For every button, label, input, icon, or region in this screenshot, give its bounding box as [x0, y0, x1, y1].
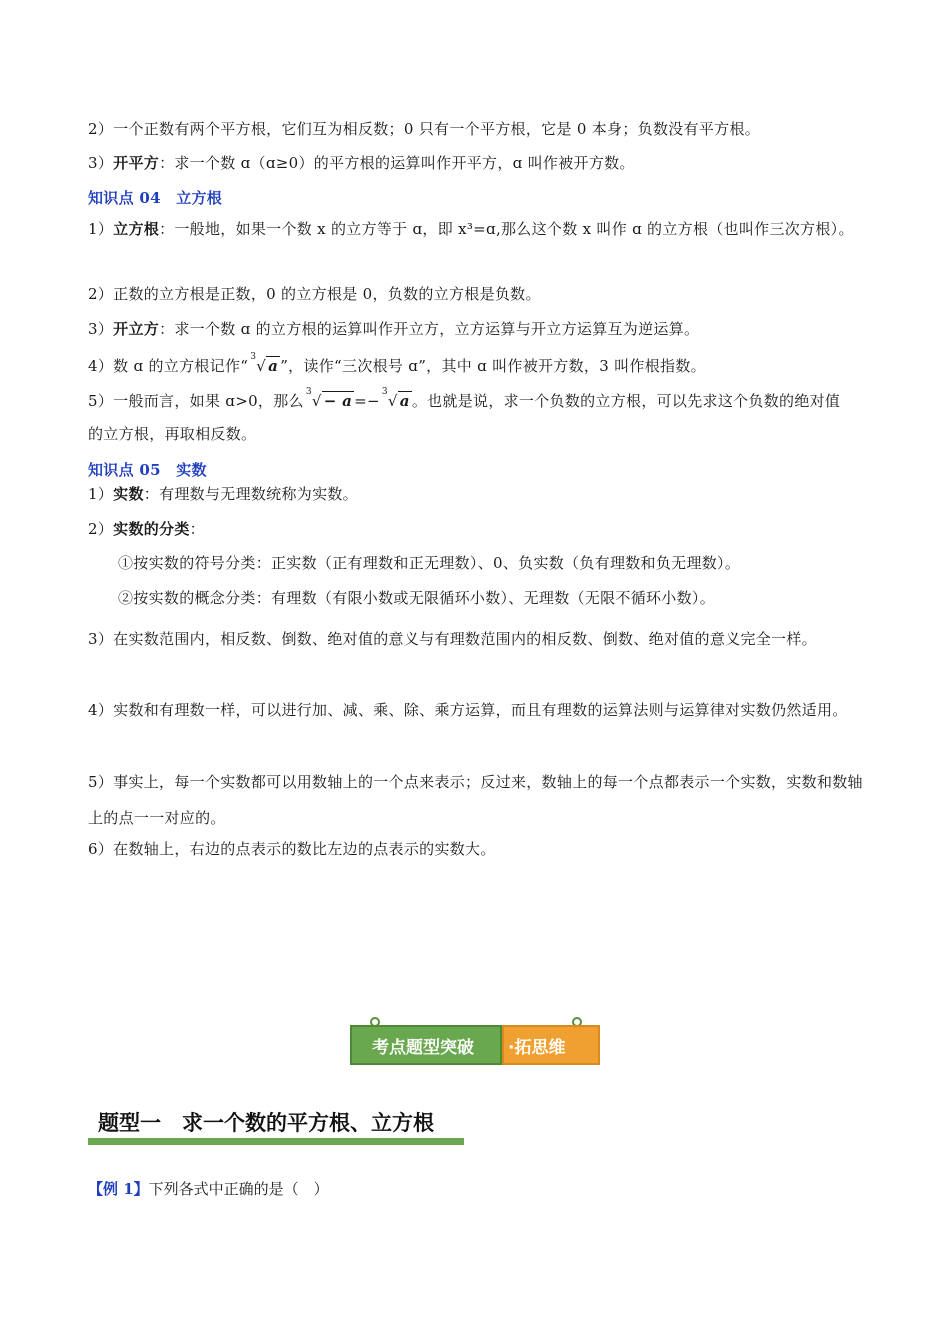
example-text: 下列各式中正确的是（ ）	[148, 1180, 329, 1198]
example-tag: 【例 1】	[88, 1180, 149, 1198]
text-line: 6）在数轴上，右边的点表示的数比左边的点表示的实数大。	[88, 840, 496, 858]
root-index: 3	[250, 352, 257, 362]
cube-root-neg-a: $^3$√ − a	[305, 387, 353, 410]
item-text: ：求一个数 ɑ（ɑ≥0）的平方根的运算叫作开平方，ɑ 叫作被开方数。	[159, 154, 635, 172]
term-label: 实数的分类	[113, 520, 190, 538]
item-text: ”，读作“三次根号 ɑ”，其中 ɑ 叫作被开方数，3 叫作根指数。	[280, 357, 706, 375]
text-paragraph: 3）在实数范围内，相反数、倒数、绝对值的意义与有理数范围内的相反数、倒数、绝对值的意义完全一样。	[88, 630, 817, 648]
term-label: 立方根	[113, 220, 160, 238]
knowledge-heading: 知识点 04 立方根	[88, 189, 223, 207]
root-index: 3	[381, 387, 388, 397]
text-line	[88, 318, 699, 340]
text-paragraph: 5）事实上，每一个实数都可以用数轴上的一个点来表示；反过来，数轴上的每一个点都表示一个实数，实数和数轴上的点一一对应的。	[88, 773, 863, 827]
section-banner	[350, 1017, 600, 1065]
text-line: 2）一个正数有两个平方根，它们互为相反数；0 只有一个平方根，它是 0 本身；负数没有平方根。	[88, 120, 761, 138]
text-line: 2）正数的立方根是正数，0 的立方根是 0，负数的立方根是负数。	[88, 285, 541, 303]
text-line	[88, 387, 840, 412]
example-line	[88, 1178, 329, 1200]
cube-root-a: $^3$√ a	[250, 352, 279, 375]
section-heading	[88, 1103, 464, 1145]
item-prefix: 1）	[88, 485, 114, 503]
text-line	[88, 152, 635, 174]
item-text: ：求一个数 ɑ 的立方根的运算叫作开立方，立方运算与开立方运算互为逆运算。	[159, 320, 700, 338]
equals-sign: =−	[354, 392, 380, 410]
section-title: 题型一 求一个数的平方根、立方根	[98, 1111, 434, 1135]
item-prefix: 2）	[88, 520, 114, 538]
item-text: 4）数 ɑ 的立方根记作“	[88, 357, 249, 375]
item-prefix: 3）	[88, 320, 114, 338]
banner-right-text: ·拓思维	[508, 1038, 566, 1058]
text-line	[88, 352, 706, 377]
text-line	[88, 518, 205, 540]
radicand: a	[268, 357, 279, 375]
item-text: 5）一般而言，如果 ɑ>0，那么	[88, 392, 304, 410]
section-underline	[88, 1138, 464, 1145]
item-prefix: 3）	[88, 154, 114, 172]
item-text: ：一般地，如果一个数 x 的立方等于 ɑ，即 x³=ɑ,那么这个数 x 叫作 ɑ 的立方根（也叫作三次方根）。	[159, 220, 854, 238]
text-paragraph: 4）实数和有理数一样，可以进行加、减、乘、除、乘方运算，而且有理数的运算法则与运算律对实数仍然适用。	[88, 701, 848, 719]
banner-left-text: 考点题型突破	[372, 1038, 474, 1058]
text-line: ②按实数的概念分类：有理数（有限小数或无限循环小数）、无理数（无限不循环小数）。	[118, 589, 716, 607]
item-text: 。也就是说，求一个负数的立方根，可以先求这个负数的绝对值	[411, 392, 841, 410]
knowledge-heading: 知识点 05 实数	[88, 461, 207, 479]
radicand: − a	[323, 392, 353, 410]
item-text: ：有理数与无理数统称为实数。	[143, 485, 358, 503]
root-index: 3	[305, 387, 312, 397]
term-label: 开平方	[113, 154, 160, 172]
item-prefix: 1）	[88, 220, 114, 238]
radicand: a	[399, 392, 410, 410]
text-paragraph	[88, 212, 864, 246]
cube-root-a: $^3$√ a	[381, 387, 410, 410]
term-label: 开立方	[113, 320, 160, 338]
term-label: 实数	[113, 485, 144, 503]
text-line	[88, 483, 358, 505]
text-line: 的立方根，再取相反数。	[88, 425, 257, 443]
text-line: ①按实数的符号分类：正实数（正有理数和正无理数）、0、负实数（负有理数和负无理数）。	[118, 554, 741, 572]
item-text: ：	[189, 520, 205, 538]
